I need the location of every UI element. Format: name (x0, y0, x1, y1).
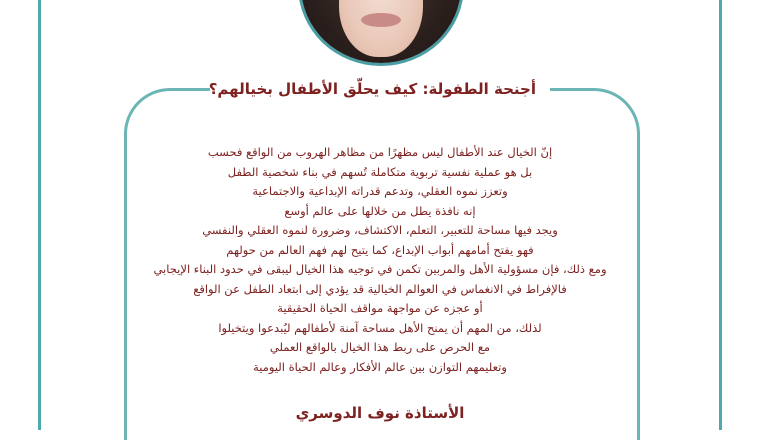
lips-shape (361, 13, 401, 27)
body-line: وتعزز نموه العقلي، وتدعم قدراته الإبداعية والاجتماعية (252, 184, 508, 198)
body-line: لذلك، من المهم أن يمنح الأهل مساحة آمنة لأطفالهم ليُبدعوا ويتخيلوا (218, 320, 542, 335)
article-body (150, 143, 610, 377)
body-line: أو عجزه عن مواجهة مواقف الحياة الحقيقية (277, 301, 483, 315)
right-edge-line (719, 0, 722, 430)
body-line: إنه نافذة يطل من خلالها على عالم أوسع (284, 203, 476, 218)
author-signature: الأستاذة نوف الدوسري (295, 404, 465, 422)
body-line: فالإفراط في الانغماس في العوالم الخيالية قد يؤدي إلى ابتعاد الطفل عن الواقع (193, 281, 567, 296)
body-line: وتعليمهم التوازن بين عالم الأفكار وعالم الحياة اليومية (253, 359, 507, 374)
left-edge-line (38, 0, 41, 430)
body-line: إنّ الخيال عند الأطفال ليس مظهرًا من مظاهر الهروب من الواقع فحسب (207, 145, 553, 159)
article-title: أجنحة الطفولة: كيف يحلّق الأطفال بخيالهم؟ (208, 80, 536, 98)
body-line: بل هو عملية نفسية تربوية متكاملة تُسهم في بناء شخصية الطفل (227, 164, 533, 179)
author-photo (298, 0, 464, 66)
body-line: ومع ذلك، فإن مسؤولية الأهل والمربين تكمن في توجيه هذا الخيال ليبقى في حدود البناء الإيجابي (153, 262, 607, 276)
body-line: مع الحرص على ربط هذا الخيال بالواقع العملي (269, 340, 491, 354)
body-line: ويجد فيها مساحة للتعبير، التعلم، الاكتشاف، وضرورة لنموه العقلي والنفسي (202, 223, 558, 237)
body-line: فهو يفتح أمامهم أبواب الإبداع، كما يتيح لهم فهم العالم من حولهم (226, 242, 534, 257)
